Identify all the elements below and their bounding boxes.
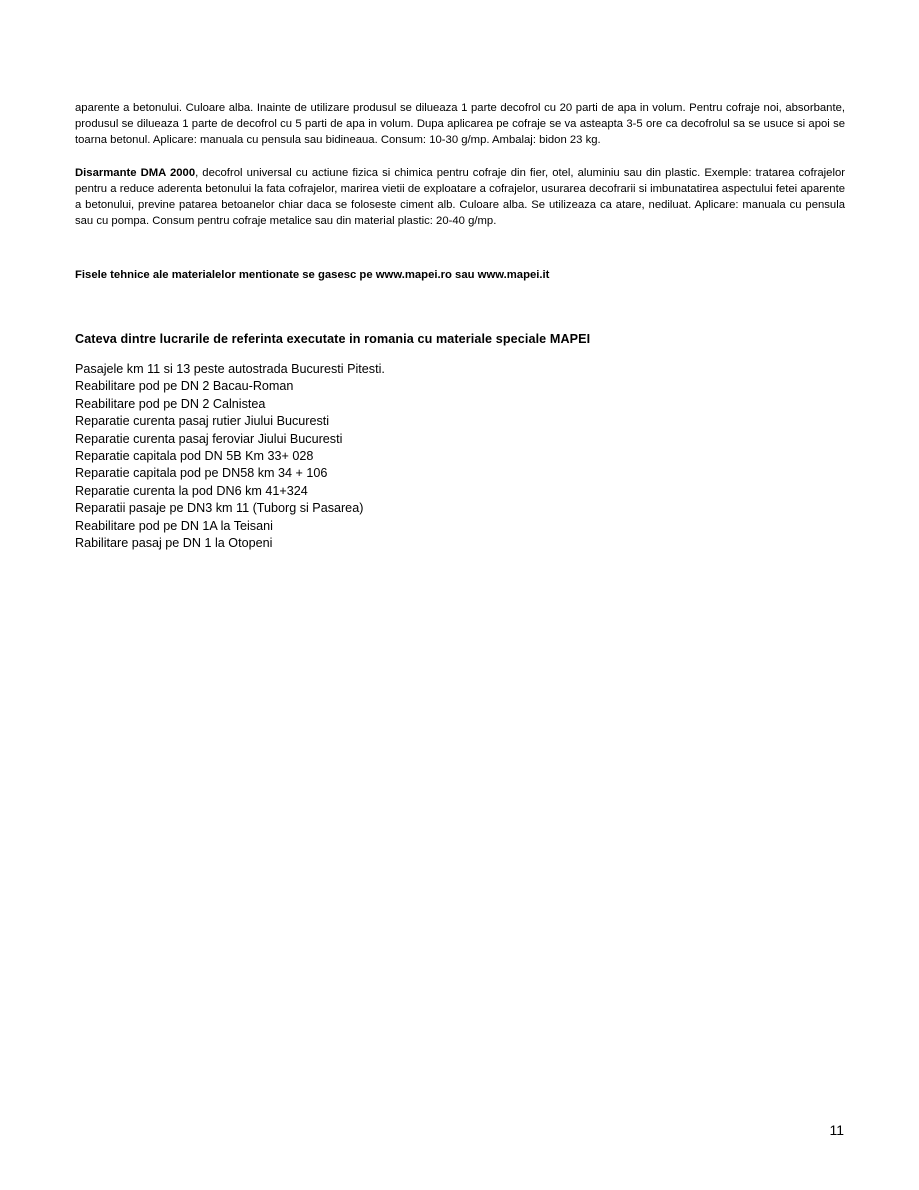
- list-item: Reparatie capitala pod DN 5B Km 33+ 028: [75, 449, 314, 464]
- paragraph-continuation: [75, 100, 845, 149]
- page-number: 11: [829, 1122, 844, 1138]
- list-item: Pasajele km 11 si 13 peste autostrada Bucuresti Pitesti.: [75, 362, 385, 377]
- list-item: Rabilitare pasaj pe DN 1 la Otopeni: [75, 536, 273, 551]
- paragraph-disarmante: [75, 165, 845, 230]
- list-item: Reparatie curenta pasaj rutier Jiului Bucuresti: [75, 414, 330, 429]
- technical-sheets-note: Fisele tehnice ale materialelor mentionate se gasesc pe www.mapei.ro sau www.mapei.it: [75, 269, 550, 282]
- document-body: [75, 100, 845, 552]
- references-list: [75, 361, 845, 552]
- list-item: Reabilitare pod pe DN 1A la Teisani: [75, 518, 273, 533]
- references-heading: Cateva dintre lucrarile de referinta executate in romania cu materiale speciale MAPEI: [75, 332, 591, 347]
- paragraph-text: , decofrol universal cu actiune fizica si chimica pentru cofraje din fier, otel, aluminiu sau din plastic. Exemple: tratarea cofrajelor pentru a reduce aderenta betonului la fata cofrajelor, marirea vietii de exploatare a cofrajelor, usurarea decofrarii si imbunatatirea aspectului fetei aparente a betonului, previne patarea betoanelor chiar daca se foloseste ciment alb. Culoare alba. Se utilizeaza ca atare, nediluat. Aplicare: manuala cu pensula sau cu pompa. Consum pentru cofraje metalice sau din material plastic: 20-40 g/mp.: [75, 166, 845, 228]
- list-item: Reparatii pasaje pe DN3 km 11 (Tuborg si Pasarea): [75, 501, 364, 516]
- product-name-disarmante: Disarmante DMA 2000: [75, 166, 196, 179]
- list-item: Reabilitare pod pe DN 2 Bacau-Roman: [75, 379, 294, 394]
- list-item: Reparatie curenta la pod DN6 km 41+324: [75, 483, 308, 498]
- list-item: Reparatie capitala pod pe DN58 km 34 + 106: [75, 466, 328, 481]
- paragraph-spacer: [75, 149, 845, 165]
- list-item: Reabilitare pod pe DN 2 Calnistea: [75, 396, 266, 411]
- list-item: Reparatie curenta pasaj feroviar Jiului Bucuresti: [75, 431, 343, 446]
- paragraph-text: aparente a betonului. Culoare alba. Inainte de utilizare produsul se dilueaza 1 parte decofrol cu 20 parti de apa in volum. Pentru cofraje noi, absorbante, produsul se dilueaza 1 parte de decofrol cu 5 parti de apa in volum. Dupa aplicarea pe cofraje se va asteapta 3-5 ore ca decofrolul sa se usuce si apoi se toarna betonul. Aplicare: manuala cu pensula sau bidineaua. Consum: 10-30 g/mp. Ambalaj: bidon 23 kg.: [75, 102, 845, 147]
